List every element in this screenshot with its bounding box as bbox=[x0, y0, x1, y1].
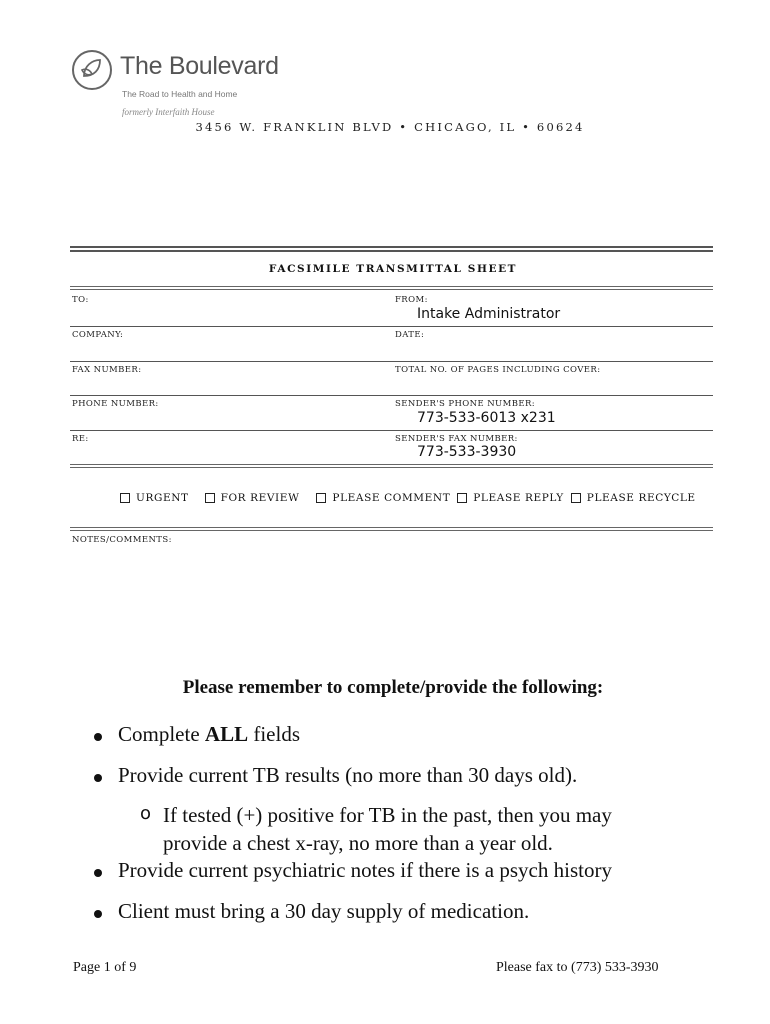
senders-phone-value: 773-533-6013 x231 bbox=[417, 410, 556, 426]
checkbox-square-icon bbox=[316, 493, 326, 503]
to-label: TO: bbox=[72, 295, 89, 305]
checkbox-square-icon bbox=[571, 493, 581, 503]
item2-text: Provide current TB results (no more than 30 days old). bbox=[118, 763, 578, 787]
bullet-icon bbox=[94, 774, 102, 782]
footer-fax-note: Please fax to (773) 533-3930 bbox=[496, 960, 659, 975]
leaf-circle-logo-icon bbox=[70, 48, 114, 92]
re-label: RE: bbox=[72, 434, 89, 444]
senders-fax-label: SENDER'S FAX NUMBER: bbox=[395, 434, 518, 444]
company-label: COMPANY: bbox=[72, 330, 124, 340]
urgent-checkbox[interactable]: URGENT bbox=[120, 492, 189, 504]
brand-name: The Boulevard bbox=[120, 52, 279, 80]
item1-text-end: fields bbox=[248, 722, 300, 746]
senders-phone-label: SENDER'S PHONE NUMBER: bbox=[395, 399, 536, 409]
bullet-icon bbox=[94, 910, 102, 918]
top-divider bbox=[70, 246, 713, 252]
form-title: FACSIMILE TRANSMITTAL SHEET bbox=[268, 263, 518, 275]
please-recycle-checkbox[interactable]: PLEASE RECYCLE bbox=[571, 492, 696, 504]
organization-address: 3456 W. FRANKLIN BLVD • CHICAGO, IL • 60624 bbox=[195, 120, 585, 134]
brand-tagline: The Road to Health and Home bbox=[122, 89, 238, 99]
fax-number-label: FAX NUMBER: bbox=[72, 365, 142, 375]
notes-divider bbox=[70, 527, 713, 531]
bullet-icon bbox=[94, 733, 102, 741]
item3-text: Provide current psychiatric notes if there is a psych history bbox=[118, 858, 612, 882]
item1-text: Complete bbox=[118, 722, 205, 746]
title-divider bbox=[70, 286, 713, 290]
bullet-icon bbox=[94, 869, 102, 877]
phone-number-label: PHONE NUMBER: bbox=[72, 399, 159, 409]
from-value: Intake Administrator bbox=[417, 306, 561, 322]
please-reply-checkbox[interactable]: PLEASE REPLY bbox=[457, 492, 564, 504]
checkbox-square-icon bbox=[205, 493, 215, 503]
total-pages-label: TOTAL NO. OF PAGES INCLUDING COVER: bbox=[395, 365, 601, 375]
reminder-heading: Please remember to complete/provide the following: bbox=[182, 677, 604, 698]
checkbox-square-icon bbox=[120, 493, 130, 503]
notes-label: NOTES/COMMENTS: bbox=[72, 535, 172, 545]
status-checkboxes bbox=[120, 492, 696, 506]
row-divider bbox=[70, 395, 713, 396]
row-divider bbox=[70, 430, 713, 431]
checkbox-square-icon bbox=[457, 493, 467, 503]
please-comment-checkbox[interactable]: PLEASE COMMENT bbox=[316, 492, 450, 504]
sub-list-line: If tested (+) positive for TB in the past, then you may bbox=[163, 803, 612, 827]
for-review-checkbox[interactable]: FOR REVIEW bbox=[205, 492, 300, 504]
item1-bold: ALL bbox=[204, 722, 249, 746]
page-number: Page 1 of 9 bbox=[73, 960, 137, 975]
row-divider bbox=[70, 326, 713, 327]
form-bottom-divider bbox=[70, 464, 713, 468]
sub-list-line: provide a chest x-ray, no more than a year old. bbox=[163, 831, 553, 855]
from-label: FROM: bbox=[395, 295, 428, 305]
brand-formerly: formerly Interfaith House bbox=[122, 107, 215, 117]
sub-bullet-icon: o bbox=[140, 803, 152, 824]
date-label: DATE: bbox=[395, 330, 425, 340]
row-divider bbox=[70, 361, 713, 362]
item4-text: Client must bring a 30 day supply of medication. bbox=[118, 899, 530, 923]
senders-fax-value: 773-533-3930 bbox=[417, 444, 517, 460]
